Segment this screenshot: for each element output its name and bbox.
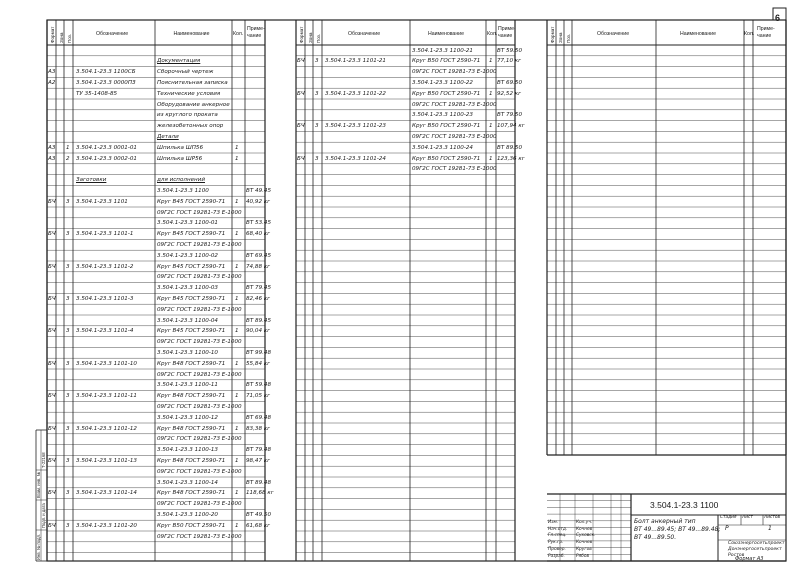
signature-role: Изм. (548, 520, 559, 525)
stage-label: Стадия (720, 515, 737, 520)
note-header-2: чание (498, 33, 513, 39)
qty-header: Кол. (487, 31, 498, 37)
row-pos: 2 (66, 155, 70, 162)
row-pos: 3 (315, 58, 319, 65)
row-name: для исполнений (157, 177, 205, 184)
row-note: 83,38 кг (246, 425, 271, 432)
row-name: Круг В45 ГОСТ 2590-71 (157, 328, 226, 335)
qty-header: Кол. (744, 31, 755, 37)
row-designation: 3.504.1-23.3 1101-22 (325, 90, 386, 97)
row-format: А3 (48, 144, 56, 151)
row-name: Круг В50 ГОСТ 2590-71 (412, 90, 481, 97)
row-qty: 1 (235, 425, 239, 432)
row-qty: 1 (235, 360, 239, 367)
row-pos: 3 (315, 155, 319, 162)
zone-header: Зона (558, 32, 563, 43)
row-designation: 3.504.1-23.3 0000ПЗ (76, 79, 136, 86)
row-designation: ТУ 35-1408-85 (76, 90, 118, 97)
row-name: Сборочный чертеж (157, 69, 214, 76)
row-note: 71,05 кг (246, 393, 271, 400)
row-pos: 1 (66, 144, 70, 151)
format-header: Формат (299, 26, 304, 43)
row-name: 3.504.1-23.3 1100-01 (157, 220, 218, 227)
row-pos: 3 (66, 295, 70, 302)
row-note: 98,47 кг (246, 457, 271, 464)
row-qty: 1 (235, 295, 239, 302)
row-note: ВТ 69.50 (497, 79, 523, 86)
row-designation: 3.504.1-23.3 1101-1 (76, 231, 134, 238)
sheets-label: Листов (764, 515, 781, 520)
row-format: БЧ (297, 58, 305, 65)
row-qty: 1 (235, 328, 239, 335)
signature-role: Рук.гр. (548, 540, 564, 546)
row-name: Оборудование анкерное (157, 101, 230, 108)
row-note: 82,46 кг (246, 295, 271, 302)
row-designation: 3.504.1-23.3 1101-11 (76, 393, 137, 400)
row-designation: 3.504.1-23.3 1101-2 (76, 263, 134, 270)
row-format: БЧ (48, 231, 56, 238)
row-designation: 3.504.1-23.3 1101-21 (325, 58, 386, 65)
row-name: Шпилька ШП56 (157, 144, 204, 151)
row-name: 09Г2С ГОСТ 19281-73 Е-1000 (157, 533, 242, 540)
row-name: Круг В48 ГОСТ 2590-71 (157, 360, 226, 367)
signature-name: Кругов (576, 546, 592, 552)
row-note: ВТ 99.48 (246, 349, 272, 356)
row-name: 3.504.1-23.3 1100-10 (157, 349, 218, 356)
row-note: ВТ 49.50 (246, 511, 272, 518)
row-designation: 3.504.1-23.3 1101-13 (76, 457, 137, 464)
side-stamp-text: Т-22168 (41, 452, 46, 468)
row-name: 09Г2С ГОСТ 19281-73 Е-1000 (157, 209, 242, 216)
row-note: 61,68 кг (246, 522, 271, 529)
row-qty: 1 (235, 263, 239, 270)
row-name: Круг В45 ГОСТ 2590-71 (157, 198, 226, 205)
row-designation: 3.504.1-23.3 1101 (76, 198, 128, 205)
row-name: 3.504.1-23.3 1100-14 (157, 479, 218, 486)
row-pos: 3 (66, 263, 70, 270)
row-qty: 1 (235, 490, 239, 497)
row-note: 74,88 кг (246, 263, 271, 270)
sheet-label: Лист (742, 515, 753, 520)
row-name: 09Г2С ГОСТ 19281-73 Е-1000 (157, 274, 242, 281)
name-header: Наименование (680, 31, 716, 37)
row-designation: 3.504.1-23.3 1101-20 (76, 522, 137, 529)
row-name: 3.504.1-23.3 1100-21 (412, 47, 473, 54)
row-note: ВТ 79.45 (246, 285, 272, 292)
row-qty: 1 (235, 144, 239, 151)
row-pos: 3 (315, 90, 319, 97)
row-designation: 3.504.1-23.3 1101-24 (325, 155, 386, 162)
row-pos: 3 (66, 522, 70, 529)
row-note: 118,68 кг (246, 490, 274, 497)
row-designation: 3.504.1-23.3 1101-14 (76, 490, 137, 497)
row-name: 09Г2С ГОСТ 19281-73 Е-1000 (412, 69, 497, 76)
side-stamp-text: Инв. № подл. (36, 533, 41, 560)
row-note: ВТ 89.48 (246, 479, 272, 486)
qty-header: Кол. (233, 31, 244, 37)
row-format: БЧ (297, 155, 305, 162)
row-name: 3.504.1-23.3 1100-24 (412, 144, 473, 151)
row-name: 09Г2С ГОСТ 19281-73 Е-1000 (157, 436, 242, 443)
row-pos: 3 (66, 328, 70, 335)
row-name: из круглого проката (157, 112, 218, 119)
row-note: 90,04 кг (246, 328, 271, 335)
row-note: 92,52 кг (497, 90, 522, 97)
designation-header: Обозначение (348, 31, 381, 37)
row-name: 09Г2С ГОСТ 19281-73 Е-1000 (412, 101, 497, 108)
row-note: 68,40 кг (246, 231, 271, 238)
row-note: 123,36 кг (497, 155, 525, 162)
row-pos: 3 (66, 360, 70, 367)
signature-name: Кочнев (576, 526, 593, 532)
row-name: Круг В45 ГОСТ 2590-71 (157, 263, 226, 270)
zone-header: Зона (59, 32, 64, 43)
row-format: А3 (48, 155, 56, 162)
row-designation: 3.504.1-23.3 1101-10 (76, 360, 137, 367)
row-name: Детали (157, 133, 179, 140)
zone-header: Зона (308, 32, 313, 43)
row-qty: 1 (489, 123, 493, 130)
row-designation: 3.504.1-23.3 0002-01 (76, 155, 137, 162)
row-name: Круг В45 ГОСТ 2590-71 (157, 231, 226, 238)
row-note: ВТ 79.50 (497, 112, 523, 119)
row-name: 09Г2С ГОСТ 19281-73 Е-1000 (157, 339, 242, 346)
row-name: 3.504.1-23.3 1100-20 (157, 511, 218, 518)
row-designation: 3.504.1-23.3 1101-3 (76, 295, 134, 302)
row-format: БЧ (48, 263, 56, 270)
signature-name: Кол.уч. (576, 520, 593, 525)
designation-header: Обозначение (597, 31, 630, 37)
row-note: ВТ 53.45 (246, 220, 272, 227)
row-designation: Заготовки (76, 177, 107, 184)
row-name: железобетонных опор (157, 123, 224, 130)
signature-name: Суховск. (576, 533, 596, 539)
name-header: Наименование (428, 31, 464, 37)
row-note: ВТ 59.50 (497, 47, 523, 54)
row-name: 09Г2С ГОСТ 19281-73 Е-1000 (412, 133, 497, 140)
row-name: 09Г2С ГОСТ 19281-73 Е-1000 (157, 241, 242, 248)
row-name: 09Г2С ГОСТ 19281-73 Е-1000 (157, 371, 242, 378)
row-pos: 3 (66, 231, 70, 238)
row-pos: 3 (66, 457, 70, 464)
title-line: ВТ 49...89.45; ВТ 49...89.48; (634, 526, 721, 533)
row-designation: 3.504.1-23.3 0001-01 (76, 144, 137, 151)
row-format: БЧ (48, 328, 56, 335)
title-line: ВТ 49...89.50. (634, 534, 677, 541)
row-format: БЧ (48, 490, 56, 497)
format-header: Формат (50, 26, 55, 43)
row-name: 3.504.1-23.3 1100-03 (157, 285, 218, 292)
row-note: ВТ 89.45 (246, 317, 272, 324)
row-name: 3.504.1-23.3 1100-12 (157, 414, 218, 421)
row-qty: 1 (489, 58, 493, 65)
pos-header: Поз. (566, 33, 571, 43)
row-qty: 1 (235, 231, 239, 238)
row-format: БЧ (48, 393, 56, 400)
format-header: Формат (550, 26, 555, 43)
row-format: А3 (48, 69, 56, 76)
row-note: ВТ 79.48 (246, 447, 272, 454)
row-note: ВТ 69.48 (246, 414, 272, 421)
sheets-value: 1 (768, 525, 772, 532)
row-note: ВТ 49.45 (246, 187, 272, 194)
note-header-2: чание (247, 33, 262, 39)
side-stamp-text: Взам. инв. № (36, 472, 41, 498)
row-name: Круг В45 ГОСТ 2590-71 (157, 295, 226, 302)
row-note: 55,84 кг (246, 360, 271, 367)
row-pos: 3 (66, 198, 70, 205)
row-qty: 1 (235, 155, 239, 162)
note-header: Приме- (757, 26, 775, 32)
row-name: 3.504.1-23.3 1100-04 (157, 317, 218, 324)
signature-role: Нач.отд. (548, 526, 568, 532)
row-pos: 3 (66, 490, 70, 497)
row-name: 3.504.1-23.3 1100-13 (157, 447, 218, 454)
row-name: 09Г2С ГОСТ 19281-73 Е-1000 (157, 468, 242, 475)
row-name: 09Г2С ГОСТ 19281-73 Е-1000 (157, 403, 242, 410)
row-format: БЧ (48, 457, 56, 464)
row-pos: 3 (66, 425, 70, 432)
title-line: Болт анкерный тип (634, 518, 696, 525)
row-designation: 3.504.1-23.3 1101-4 (76, 328, 134, 335)
row-qty: 1 (235, 198, 239, 205)
row-name: 09Г2С ГОСТ 19281-73 Е-1000 (157, 501, 242, 508)
row-name: 3.504.1-23.3 1100-22 (412, 79, 473, 86)
row-name: 09Г2С ГОСТ 19281-73 Е-1000 (157, 306, 242, 313)
row-format: БЧ (48, 295, 56, 302)
row-name: Круг В50 ГОСТ 2590-71 (412, 58, 481, 65)
row-name: Документация (157, 58, 201, 65)
sheet-number: 6 (775, 13, 781, 23)
row-name: Шпилька ШР56 (157, 155, 203, 162)
row-name: 3.504.1-23.3 1100-11 (157, 382, 218, 389)
signature-role: Провер. (548, 546, 566, 552)
designation-header: Обозначение (96, 31, 129, 37)
row-format: БЧ (48, 522, 56, 529)
row-name: Пояснительная записка (157, 79, 228, 86)
row-name: Круг В50 ГОСТ 2590-71 (412, 123, 481, 130)
row-qty: 1 (235, 393, 239, 400)
row-pos: 3 (315, 123, 319, 130)
row-name: Круг В48 ГОСТ 2590-71 (157, 490, 226, 497)
note-header-2: чание (757, 33, 772, 39)
row-format: А2 (48, 79, 56, 86)
row-note: 77,10 кг (497, 58, 522, 65)
note-header: Приме- (498, 26, 516, 32)
row-qty: 1 (235, 522, 239, 529)
format-label: Формат А3 (735, 556, 764, 562)
row-format: БЧ (297, 123, 305, 130)
row-name: 3.504.1-23.3 1100-23 (412, 112, 473, 119)
stage-value: Р (725, 525, 729, 532)
row-qty: 1 (489, 90, 493, 97)
side-stamp-text: Подп. и дата (41, 503, 46, 528)
row-name: Технические условия (157, 90, 221, 97)
row-qty: 1 (235, 457, 239, 464)
document-code: 3.504.1-23.3 1100 (650, 500, 719, 510)
signature-role: Гл.спец. (548, 533, 567, 539)
row-format: БЧ (297, 90, 305, 97)
row-name: Круг В48 ГОСТ 2590-71 (157, 457, 226, 464)
signature-role: Разраб. (548, 553, 565, 559)
row-name: 3.504.1-23.3 1100 (157, 187, 209, 194)
row-format: БЧ (48, 360, 56, 367)
name-header: Наименование (173, 31, 210, 37)
org-line: Ростов (728, 553, 745, 558)
signature-name: Рябов (576, 553, 589, 559)
row-format: БЧ (48, 425, 56, 432)
signature-name: Кочнев (576, 540, 593, 546)
note-header: Приме- (247, 26, 265, 32)
row-name: Круг В48 ГОСТ 2590-71 (157, 393, 226, 400)
row-name: 3.504.1-23.3 1100-02 (157, 252, 218, 259)
row-note: ВТ 59.48 (246, 382, 272, 389)
row-name: Круг В50 ГОСТ 2590-71 (412, 155, 481, 162)
row-pos: 3 (66, 393, 70, 400)
row-name: Круг В50 ГОСТ 2590-71 (157, 522, 226, 529)
row-note: 40,92 кг (246, 198, 271, 205)
row-note: ВТ 69.45 (246, 252, 272, 259)
row-note: ВТ 89.50 (497, 144, 523, 151)
row-qty: 1 (489, 155, 493, 162)
org-line: Донэнергосетьпроект (728, 547, 782, 552)
row-format: БЧ (48, 198, 56, 205)
pos-header: Поз. (67, 33, 72, 43)
pos-header: Поз. (316, 33, 321, 43)
row-designation: 3.504.1-23.3 1100СБ (76, 69, 136, 76)
row-name: 09Г2С ГОСТ 19281-73 Е-1000 (412, 166, 497, 173)
row-designation: 3.504.1-23.3 1101-23 (325, 123, 386, 130)
row-name: Круг В48 ГОСТ 2590-71 (157, 425, 226, 432)
org-line: Союзэнергосетьпроект (728, 541, 785, 546)
row-designation: 3.504.1-23.3 1101-12 (76, 425, 137, 432)
row-note: 107,94 кг (497, 123, 525, 130)
